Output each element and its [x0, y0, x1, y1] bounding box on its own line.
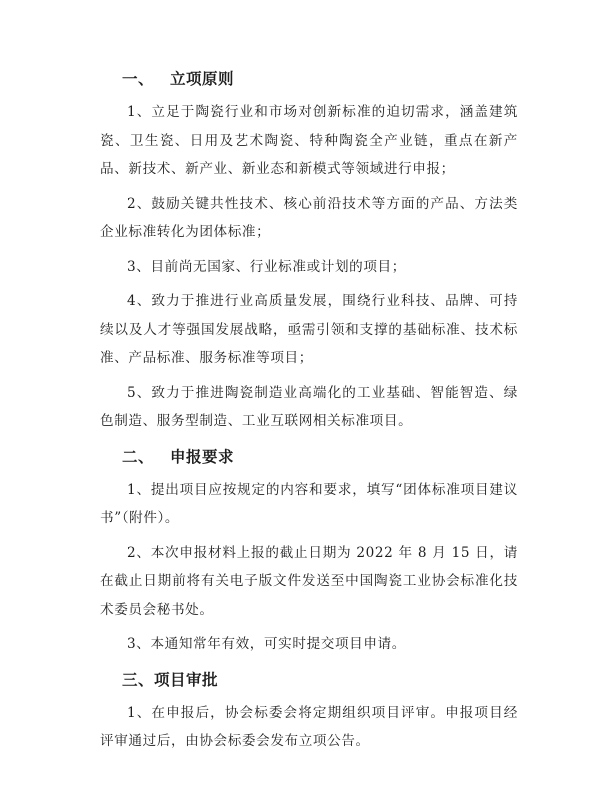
paragraph: 1、在申报后，协会标委会将定期组织项目评审。申报项目经评审通过后，由协会标委会发布立项公告。	[100, 704, 518, 749]
section-heading-principles	[100, 64, 518, 94]
paragraph: 1、提出项目应按规定的内容和要求，填写“团体标准项目建议书”（附件）。	[100, 481, 518, 526]
section-number: 二、	[122, 447, 155, 466]
document-body	[100, 64, 518, 762]
paragraph: 5、致力于推进陶瓷制造业高端化的工业基础、智能智造、绿色制造、服务型制造、工业互联网相关标准项目。	[100, 384, 518, 429]
paragraph: 2、本次申报材料上报的截止日期为 2022 年 8 月 15 日，请在截止日期前将有关电子版文件发送至中国陶瓷工业协会标准化技术委员会秘书处。	[100, 544, 518, 618]
section-heading-review	[100, 665, 518, 695]
section-number: 一、	[122, 70, 155, 88]
section-title: 项目审批	[154, 670, 219, 689]
section-title: 申报要求	[170, 447, 235, 466]
paragraph: 1、立足于陶瓷行业和市场对创新标准的迫切需求，涵盖建筑瓷、卫生瓷、日用及艺术陶瓷、特种陶瓷全产业链，重点在新产品、新技术、新产业、新业态和新模式等领域进行申报；	[100, 104, 518, 177]
paragraph: 3、本通知常年有效，可实时提交项目申请。	[127, 636, 406, 652]
paragraph: 4、致力于推进行业高质量发展，围绕行业科技、品牌、可持续以及人才等强国发展战略，亟需引领和支撑的基础标准、技术标准、产品标准、服务标准等项目；	[100, 293, 518, 366]
paragraph: 2、鼓励关键共性技术、核心前沿技术等方面的产品、方法类企业标准转化为团体标准；	[100, 195, 518, 240]
paragraph: 3、目前尚无国家、行业标准或计划的项目；	[127, 258, 406, 275]
section-number: 三、	[122, 670, 155, 689]
section-heading-requirements	[100, 442, 518, 472]
section-title: 立项原则	[170, 70, 235, 88]
